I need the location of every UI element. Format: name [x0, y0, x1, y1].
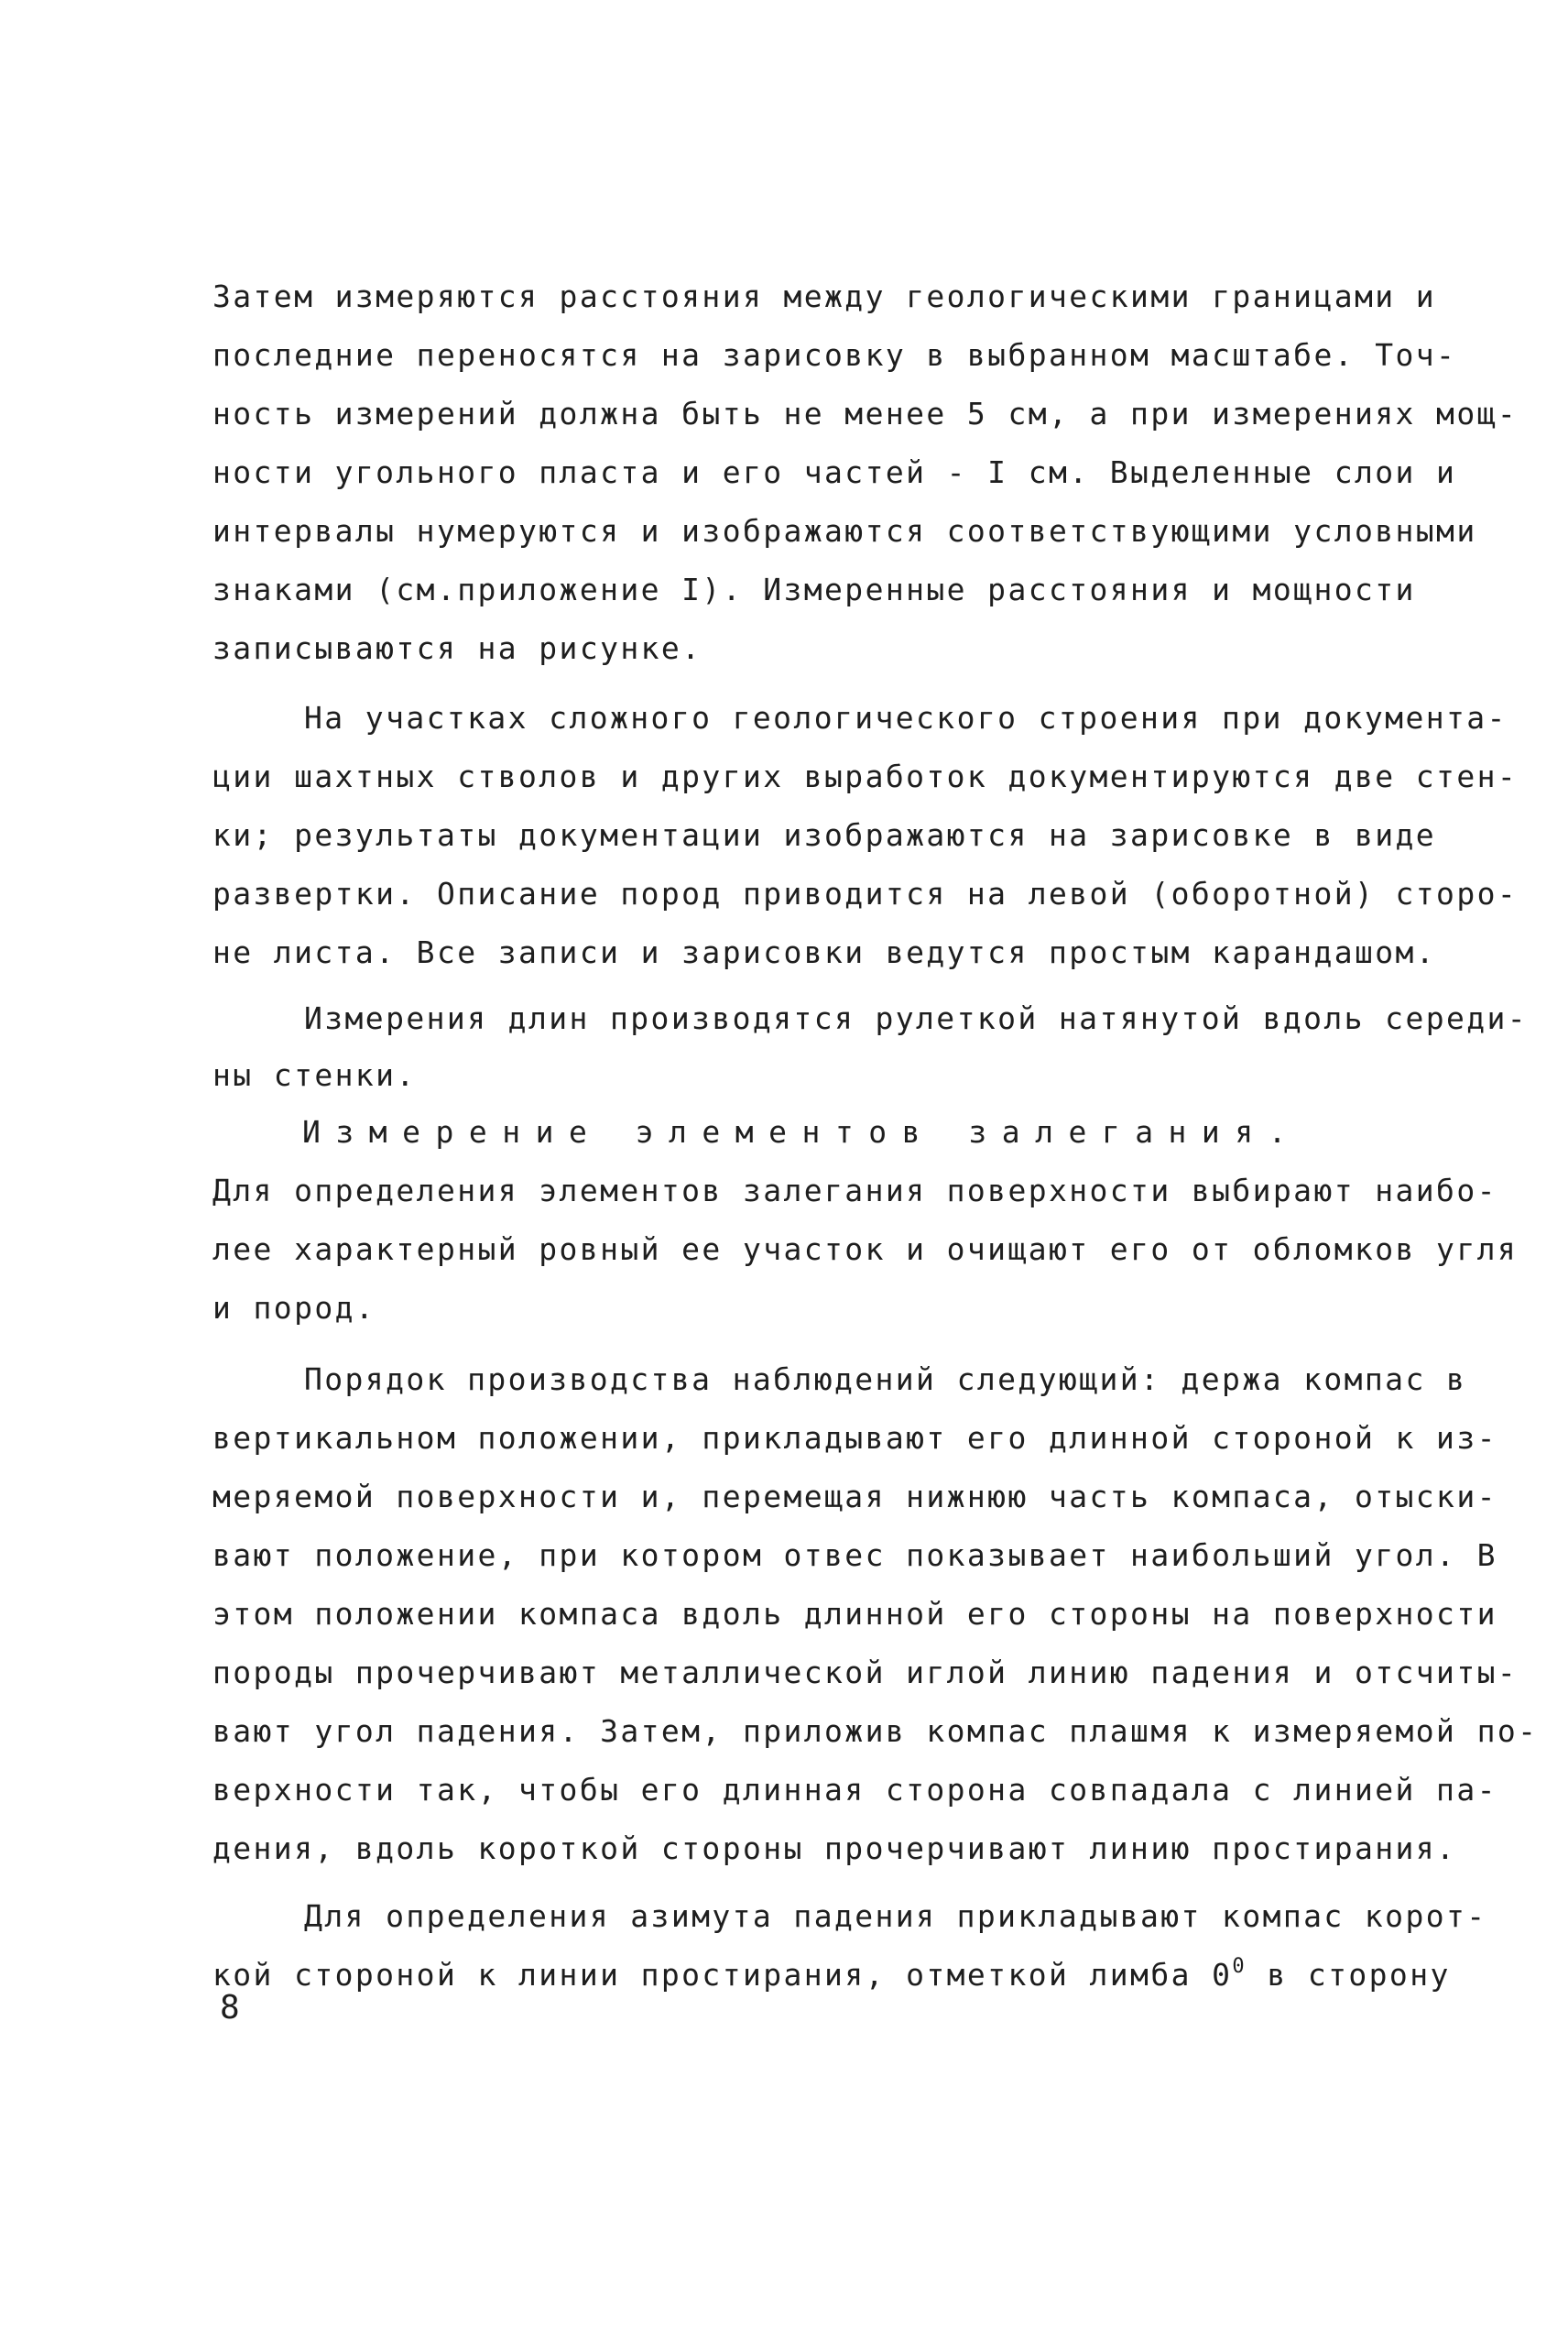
- text-line: дения, вдоль короткой стороны прочерчивают линию простирания.: [212, 1830, 1457, 1866]
- text-line: развертки. Описание пород приводится на левой (оборотной) сторо-: [212, 876, 1519, 912]
- text-line: Для определения элементов залегания поверхности выбирают наибо-: [212, 1173, 1497, 1208]
- text-line: ки; результаты документации изображаются на зарисовке в виде: [212, 817, 1437, 853]
- text-line: вают угол падения. Затем, приложив компас плашмя к измеряемой по-: [212, 1713, 1539, 1749]
- text-line: ности угольного пласта и его частей - I см. Выделенные слои и: [212, 454, 1457, 490]
- text-line: вертикальном положении, прикладывают его длинной стороной к из-: [212, 1420, 1497, 1456]
- text-line: Затем измеряются расстояния между геологическими границами и: [212, 279, 1437, 314]
- text-line: вают положение, при котором отвес показывает наибольший угол. В: [212, 1537, 1497, 1573]
- paragraph-start-line: Измерения длин производятся рулеткой натянутой вдоль середи-: [304, 1000, 1529, 1036]
- text-line: последние переносятся на зарисовку в выбранном масштабе. Точ-: [212, 337, 1457, 373]
- paragraph-start-line: Для определения азимута падения прикладывают компас корот-: [304, 1898, 1487, 1934]
- text-line: этом положении компаса вдоль длинной его стороны на поверхности: [212, 1596, 1497, 1632]
- text-line: [212, 1955, 1451, 1995]
- text-line: знаками (см.приложение I). Измеренные расстояния и мощности: [212, 572, 1416, 607]
- text-line: ность измерений должна быть не менее 5 см, а при измерениях мощ-: [212, 396, 1519, 432]
- text-line: лее характерный ровный ее участок и очищают его от обломков угля: [212, 1231, 1519, 1267]
- text-line: ны стенки.: [212, 1057, 417, 1093]
- text-line: интервалы нумеруются и изображаются соответствующими условными: [212, 513, 1477, 549]
- text-line: меряемой поверхности и, перемещая нижнюю часть компаса, отыски-: [212, 1479, 1497, 1514]
- paragraph-start-line: Порядок производства наблюдений следующий: держа компас в: [304, 1361, 1467, 1397]
- text-line: не листа. Все записи и зарисовки ведутся простым карандашом.: [212, 934, 1437, 970]
- paragraph-start-line: На участках сложного геологического строения при документа-: [304, 700, 1508, 736]
- text-line: ции шахтных стволов и других выработок документируются две стен-: [212, 759, 1519, 794]
- text-line: и пород.: [212, 1290, 376, 1326]
- text-line: породы прочерчивают металлической иглой линию падения и отсчиты-: [212, 1655, 1519, 1690]
- section-heading: Измерение элементов залегания.: [302, 1114, 1302, 1150]
- degree-superscript: 0: [1232, 1955, 1247, 1978]
- text-line: верхности так, чтобы его длинная сторона совпадала с линией па-: [212, 1772, 1497, 1808]
- text-segment: в сторону: [1267, 1957, 1451, 1993]
- page-number: 8: [220, 1989, 240, 2027]
- text-segment: кой стороной к линии простирания, отметкой лимба 0: [212, 1957, 1233, 1993]
- text-line: записываются на рисунке.: [212, 630, 702, 666]
